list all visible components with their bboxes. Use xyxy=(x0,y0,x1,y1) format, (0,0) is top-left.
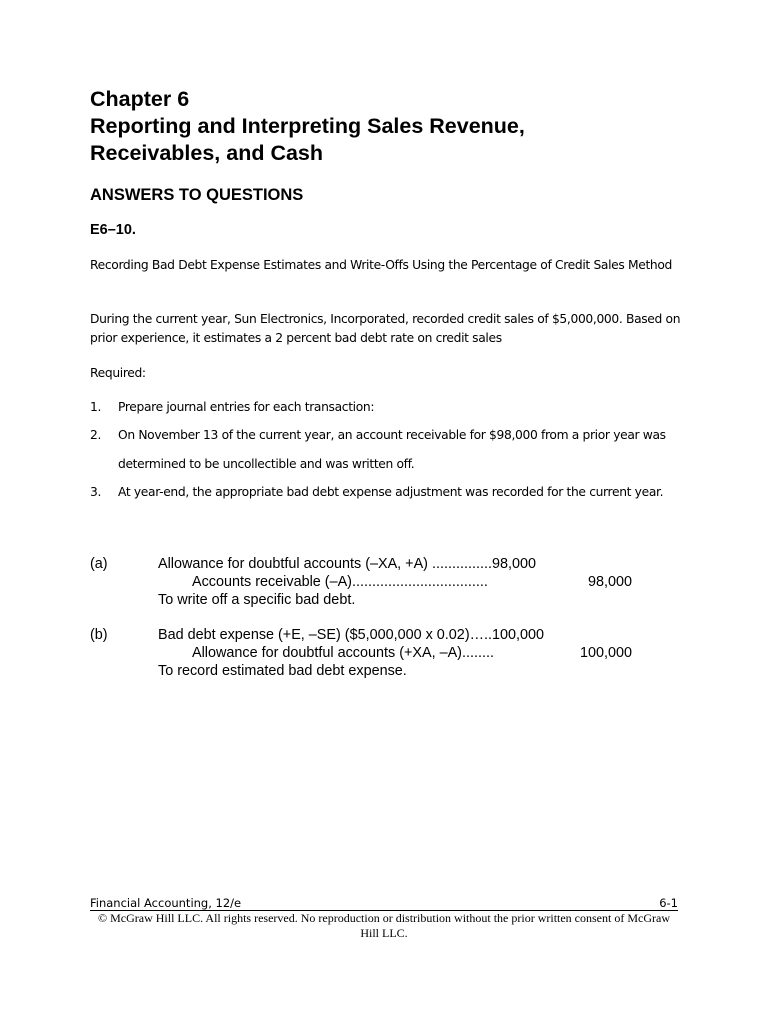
exercise-description: During the current year, Sun Electronics, Incorporated, recorded credit sales of $5,000,000. Based on prior experience, it estimates a 2 percent bad debt rate on credit sales xyxy=(90,312,681,345)
requirement-text: On November 13 of the current year, an account receivable for $98,000 from a prior year was determined to be uncollectible and was written off. xyxy=(118,428,666,471)
exercise-id: E6–10. xyxy=(90,222,136,238)
entry-label: (b) xyxy=(90,627,108,643)
requirement-text: Prepare journal entries for each transaction: xyxy=(118,400,375,414)
chapter-number: Chapter 6 xyxy=(90,87,190,111)
chapter-title-line-1: Reporting and Interpreting Sales Revenue, xyxy=(90,114,525,138)
requirement-number: 2. xyxy=(90,428,102,442)
credit-line: Accounts receivable (–A).................................. xyxy=(192,574,488,590)
entry-memo: To record estimated bad debt expense. xyxy=(158,663,407,679)
requirement-number: 3. xyxy=(90,485,102,499)
credit-amount: 100,000 xyxy=(579,645,632,661)
chapter-title-line-2: Receivables, and Cash xyxy=(90,141,324,165)
debit-line: Allowance for doubtful accounts (–XA, +A) ...............98,000 xyxy=(158,556,536,572)
page-number: 6-1 xyxy=(659,896,678,910)
credit-amount: 98,000 xyxy=(587,574,632,590)
section-heading: ANSWERS TO QUESTIONS xyxy=(90,186,304,204)
debit-line: Bad debt expense (+E, –SE) ($5,000,000 x 0.02)…..100,000 xyxy=(158,627,545,643)
page-footer xyxy=(90,896,678,911)
required-label: Required: xyxy=(90,366,146,380)
copyright-notice: © McGraw Hill LLC. All rights reserved. No reproduction or distribution without the prior written consent of McGraw Hill LLC. xyxy=(97,911,670,940)
exercise-title: Recording Bad Debt Expense Estimates and Write-Offs Using the Percentage of Credit Sales Method xyxy=(90,258,672,272)
entry-label: (a) xyxy=(90,556,108,572)
requirement-number: 1. xyxy=(90,400,102,414)
entry-memo: To write off a specific bad debt. xyxy=(158,592,356,608)
chapter-title xyxy=(90,86,690,167)
footer-book-title: Financial Accounting, 12/e xyxy=(90,896,242,910)
requirement-text: At year-end, the appropriate bad debt expense adjustment was recorded for the current year. xyxy=(118,485,664,499)
credit-line: Allowance for doubtful accounts (+XA, –A)........ xyxy=(192,645,494,661)
